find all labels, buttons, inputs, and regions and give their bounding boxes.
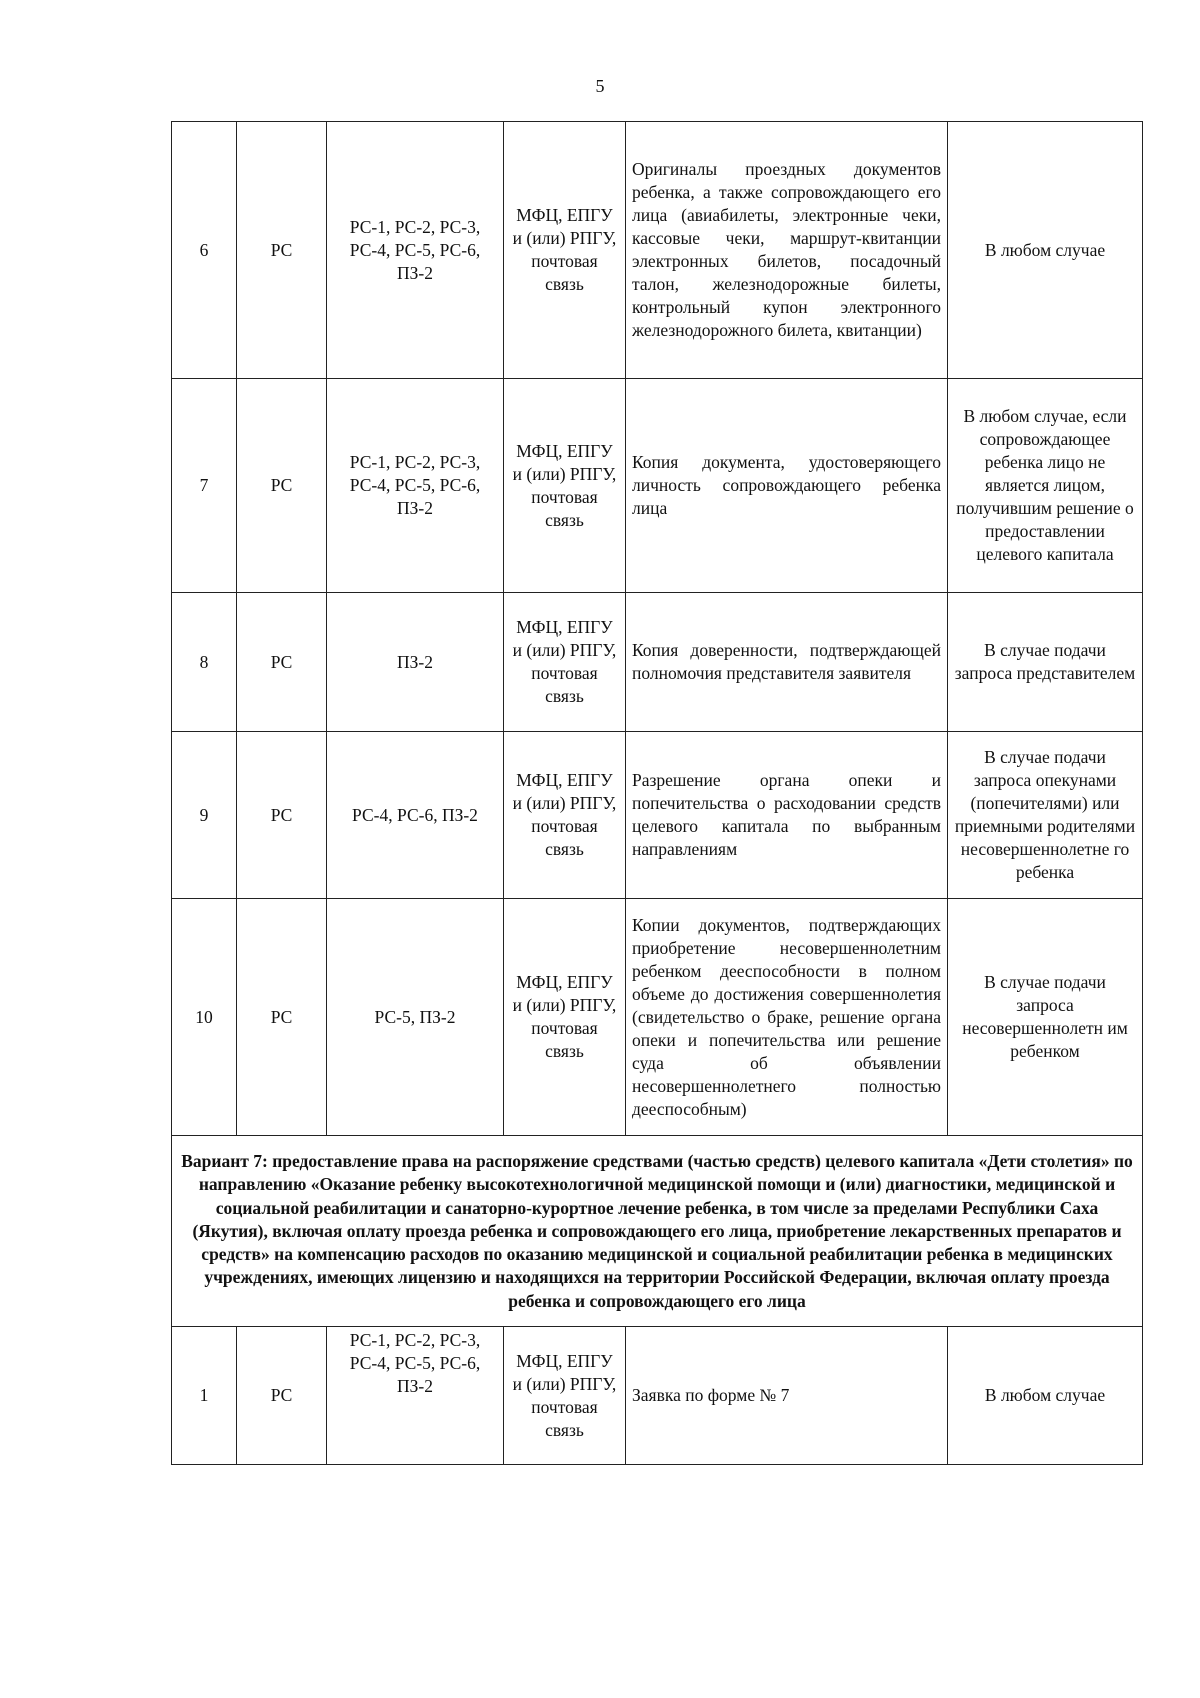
page-number: 5 xyxy=(595,76,605,96)
submission-channels: МФЦ, ЕПГУ и (или) РПГУ, почтовая связь xyxy=(504,732,626,899)
applicant-code: РС xyxy=(237,899,327,1136)
applicant-code: РС xyxy=(237,379,327,593)
submission-channels: МФЦ, ЕПГУ и (или) РПГУ, почтовая связь xyxy=(504,379,626,593)
applicant-categories: РС-1, РС-2, РС-3, РС-4, РС-5, РС-6, ПЗ-2 xyxy=(327,379,504,593)
submission-condition: В любом случае xyxy=(948,122,1143,379)
document-description: Разрешение органа опеки и попечительства о расходовании средств целевого капитала по выбранным направлениям xyxy=(626,732,948,899)
variant-7-header: Вариант 7: предоставление права на распоряжение средствами (частью средств) целевого капитала «Дети столетия» по направлению «Оказание ребенку высокотехнологичной медицинской помощи и (или) диагностики, медицинской и социальной реабилитации и санаторно-курортное лечение ребенка, в том числе за пределами Республики Саха (Якутия), включая оплату проезда ребенка и сопровождающего его лица, приобретение лекарственных препаратов и средств» на компенсацию расходов по оказанию медицинской и социальной реабилитации ребенка в медицинских учреждениях, имеющих лицензию и находящихся на территории Российской Федерации, включая оплату проезда ребенка и сопровождающего его лица xyxy=(172,1136,1143,1327)
applicant-categories: ПЗ-2 xyxy=(327,593,504,732)
table-row xyxy=(172,122,1143,379)
document-description: Копия доверенности, подтверждающей полномочия представителя заявителя xyxy=(626,593,948,732)
document-description: Заявка по форме № 7 xyxy=(626,1327,948,1465)
submission-channels: МФЦ, ЕПГУ и (или) РПГУ, почтовая связь xyxy=(504,899,626,1136)
table-row xyxy=(172,732,1143,899)
submission-channels: МФЦ, ЕПГУ и (или) РПГУ, почтовая связь xyxy=(504,1327,626,1465)
row-number: 7 xyxy=(172,379,237,593)
table-row xyxy=(172,899,1143,1136)
applicant-categories: РС-4, РС-6, ПЗ-2 xyxy=(327,732,504,899)
applicant-categories: РС-1, РС-2, РС-3, РС-4, РС-5, РС-6, ПЗ-2 xyxy=(327,1327,504,1465)
document-description: Оригиналы проездных документов ребенка, а также сопровождающего его лица (авиабилеты, электронные чеки, кассовые чеки, маршрут-квитанции электронных билетов, посадочный талон, железнодорожные билеты, контрольный купон электронного железнодорожного билета, квитанции) xyxy=(626,122,948,379)
submission-condition: В случае подачи запроса несовершеннолетн им ребенком xyxy=(948,899,1143,1136)
applicant-code: РС xyxy=(237,732,327,899)
table-row xyxy=(172,593,1143,732)
table-row xyxy=(172,379,1143,593)
applicant-code: РС xyxy=(237,593,327,732)
row-number: 10 xyxy=(172,899,237,1136)
submission-condition: В случае подачи запроса представителем xyxy=(948,593,1143,732)
submission-channels: МФЦ, ЕПГУ и (или) РПГУ, почтовая связь xyxy=(504,122,626,379)
submission-condition: В любом случае xyxy=(948,1327,1143,1465)
row-number: 6 xyxy=(172,122,237,379)
row-number: 1 xyxy=(172,1327,237,1465)
document-description: Копия документа, удостоверяющего личность сопровождающего ребенка лица xyxy=(626,379,948,593)
submission-condition: В случае подачи запроса опекунами (попечителями) или приемными родителями несовершеннолетне го ребенка xyxy=(948,732,1143,899)
documents-table xyxy=(171,121,1143,1465)
variant-header-row xyxy=(172,1136,1143,1327)
applicant-code: РС xyxy=(237,1327,327,1465)
applicant-categories: РС-5, ПЗ-2 xyxy=(327,899,504,1136)
submission-channels: МФЦ, ЕПГУ и (или) РПГУ, почтовая связь xyxy=(504,593,626,732)
document-description: Копии документов, подтверждающих приобретение несовершеннолетним ребенком дееспособности в полном объеме до достижения совершеннолетия (свидетельство о браке, решение органа опеки и попечительства или решение суда об объявлении несовершеннолетнего полностью дееспособным) xyxy=(626,899,948,1136)
row-number: 9 xyxy=(172,732,237,899)
table-row xyxy=(172,1327,1143,1465)
applicant-code: РС xyxy=(237,122,327,379)
applicant-categories: РС-1, РС-2, РС-3, РС-4, РС-5, РС-6, ПЗ-2 xyxy=(327,122,504,379)
row-number: 8 xyxy=(172,593,237,732)
submission-condition: В любом случае, если сопровождающее ребенка лицо не является лицом, получившим решение о предоставлении целевого капитала xyxy=(948,379,1143,593)
